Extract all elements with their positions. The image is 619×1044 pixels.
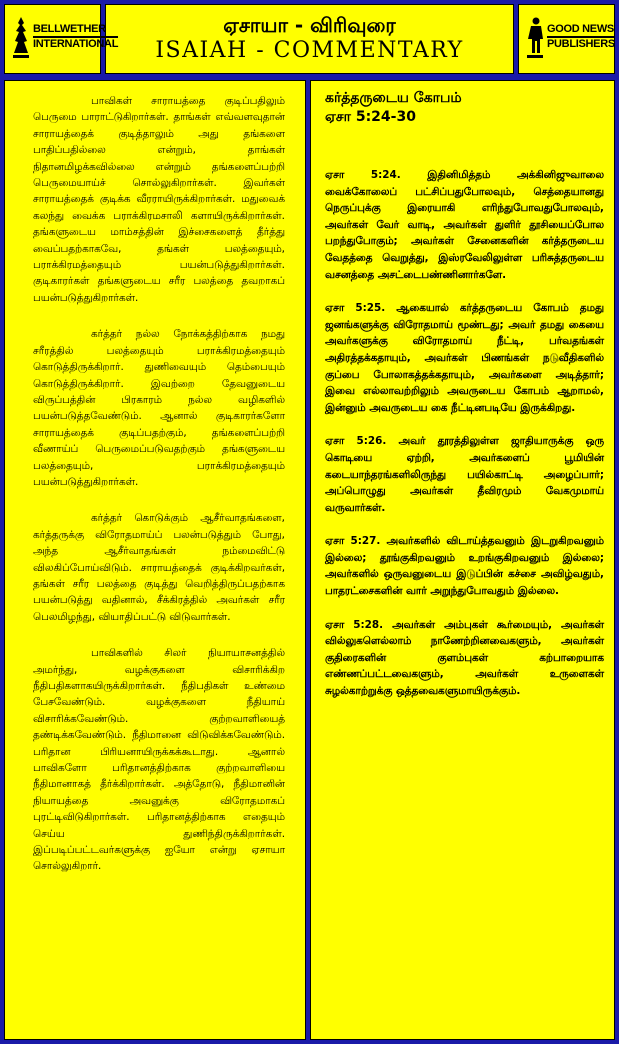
bellwether-logo-line1: BELLWETHER xyxy=(33,23,118,38)
good-news-logo-line2: PUBLISHERS xyxy=(547,38,615,50)
section-title-line: கர்த்தருடைய கோபம் xyxy=(325,90,462,106)
verse-paragraph: ஏசா 5:28. அவர்கள் அம்புகள் கூர்மையும், அவர்கள் வில்லுகளெல்லாம் நாணேற்றினவைகளும், அவர்கள் குதிரைகளின் குளம்புகள் கற்பாறையாக எண்ணப்பட்டவைகளும், அவர்கள் உருளைகள் சுழல்காற்றுக்கு ஒத்தவைகளுமாயிருக்கும். xyxy=(325,618,604,698)
commentary-column xyxy=(4,80,306,1040)
good-news-logo-line1: GOOD NEWS xyxy=(547,23,615,38)
commentary-paragraph: பாவிகள் சாராயத்தை குடிப்பதிலும் பெருமை பாராட்டுகிறார்கள். தாங்கள் எவ்வளவுதான் சாராயத்தைக் குடித்தாலும் அது தங்களை பாதிப்பதில்லை என்றும், தாங்கள் நிதானமிழக்கவில்லை என்றும் தங்களைப்பற்றி பெருமையாய்ச் சொல்லுகிறார்கள். இவர்கள் சாராயத்தைக் குடிக்க வீரராயிருக்கிறார்கள். மதுவைக் கலந்து வைக்க பராக்கிரமசாலி களாயிருக்கிறார்கள். தங்களுடைய மாம்சத்தின் இச்சைகளைத் தீர்த்து வைப்பதற்காகவே, தங்கள் பலத்தையும், பராக்கிரமத்தையும் பயன்படுத்துகிறார்கள். குடிகாரர்கள் தங்களுடைய சரீர பலத்தை தவறாகப் பயன்படுத்துகிறார்கள். xyxy=(33,95,285,304)
commentary-paragraph: பாவிகளில் சிலர் நியாயாசனத்தில் அமர்ந்து, வழக்குகளை விசாரிக்கிற நீதிபதிகளாகயிருக்கிறார்கள். நீதிபதிகள் உண்மை பேசவேண்டும். வழக்குகளை நீதியாய் விசாரிக்கவேண்டும். குற்றவாளியைத் தண்டிக்கவேண்டும். நீதிமானை விடுவிக்கவேண்டும். பரிதான பிரியனாயிருக்கக்கூடாது. ஆனால் பாவிகளோ பரிதானத்திற்காக குற்றவாளியை நீதிமானாகத் தீர்க்கிறார்கள். அத்தோடு, நீதிமானின் நியாயத்தை அவனுக்கு விரோதமாகப் புரட்டிவிடுகிறார்கள். பரிதானத்திற்காக எதையும் செய்ய துணிந்திருக்கிறார்கள். இப்படிப்பட்டவர்களுக்கு ஐயோ என்று ஏசாயா சொல்லுகிறார். xyxy=(33,647,285,873)
verse-paragraph: ஏசா 5:26. அவர் தூரத்திலுள்ள ஜாதியாருக்கு ஒரு கொடியை ஏற்றி, அவர்களைப் பூமியின் கடையாந்தரங்களிலிருந்து பயில்காட்டி அழைப்பார்; அப்பொழுது அவர்கள் தீவிரமும் வேகமுமாய் வருவார்கள். xyxy=(325,435,604,514)
good-news-logo-text xyxy=(547,23,615,51)
bellwether-logo xyxy=(4,4,119,74)
bellwether-figure-icon xyxy=(11,17,31,61)
commentary-paragraph: கர்த்தர் நல்ல நோக்கத்திற்காக நமது சரீரத்தில் பலத்தையும் பராக்கிரமத்தையும் கொடுத்திருக்கிறார். துணிவையும் தெம்பையும் கொடுத்திருக்கிறார். இவற்றை தேவனுடைய விருப்பத்தின் பிரகாரம் நல்ல வழிகளில் பயன்படுத்தவேண்டும். ஆனால் குடிகாரர்களோ சாராயத்தைக் குடிப்பதற்கும், தங்களைப்பற்றி வீணாய்ப் பெருமைப்படுவதற்கும் தங்களுடைய பலத்தையும், பராக்கிரமத்தையும் பயன்படுத்துகிறார்கள். xyxy=(33,328,285,488)
bellwether-logo-text xyxy=(33,23,118,51)
bellwether-logo-line2: INTERNATIONAL xyxy=(33,38,119,50)
page-header xyxy=(4,4,615,76)
title-tamil: ஏசாயா - விரிவுரை xyxy=(223,13,396,37)
title-box xyxy=(105,4,514,74)
verse-paragraph: ஏசா 5:27. அவர்களில் விடாய்த்தவனும் இடறுகிறவனும் இல்லை; தூங்குகிறவனும் உறங்குகிறவனும் இல்லை; அவர்களில் ஒருவனுடைய இடுப்பின் கச்சை அவிழ்வதும், பாதரட்சைகளின் வார் அறுந்துபோவதும் இல்லை. xyxy=(325,535,604,598)
good-news-figure-icon xyxy=(525,17,545,61)
scripture-column xyxy=(310,80,615,1040)
good-news-logo xyxy=(518,4,615,74)
section-title xyxy=(325,89,604,127)
section-title-reference: ஏசா 5:24-30 xyxy=(325,109,416,125)
commentary-paragraph: கர்த்தர் கொடுக்கும் ஆசீர்வாதங்களை, கர்த்தருக்கு விரோதமாய்ப் பலன்படுத்தும் போது, அந்த ஆசீர்வாதங்கள் நம்மைவிட்டு விலகிப்போய்விடும். சாராயத்தைக் குடிக்கிறவர்கள், தங்கள் சரீர பலத்தை குடித்து வெறித்திருப்பதற்காக பயன்படுத்து வதினால், சீக்கிரத்தில் அவர்கள் சரீர பெலமிழந்து, வியாதிப்பட்டு விடுவார்கள். xyxy=(33,512,285,623)
title-english: ISAIAH - COMMENTARY xyxy=(155,38,464,63)
verse-paragraph: ஏசா 5:24. இதினிமித்தம் அக்கினிஜுவாலை வைக்கோலைப் பட்சிப்பதுபோலவும், செத்தையானது நெருப்புக்கு இரையாகி எரிந்துபோவதுபோலவும், அவர்கள் வேர் வாடி, அவர்கள் துளிர் தூசியைப்போல பறந்துபோகும்; அவர்கள் சேனைகளின் கர்த்தருடைய வேதத்தை வெறுத்து, இஸ்ரவேலிலுள்ள பரிசுத்தருடைய வசனத்தை அசட்டைபண்ணினார்களே. xyxy=(325,169,604,281)
verse-paragraph: ஏசா 5:25. ஆகையால் கர்த்தருடைய கோபம் தமது ஜனங்களுக்கு விரோதமாய் மூண்டது; அவர் தமது கையை அவர்களுக்கு விரோதமாய் நீட்டி, பர்வதங்கள் அதிரத்தக்கதாயும், அவர்கள் பிணங்கள் நடுவீதிகளில் குப்பை போலாகத்தக்கதாயும், அவர்களை அடித்தார்; இவை எல்லாவற்றிலும் அவருடைய கோபம் ஆறாமல், இன்னும் அவருடைய கை நீட்டினபடியே இருக்கிறது. xyxy=(325,302,604,414)
